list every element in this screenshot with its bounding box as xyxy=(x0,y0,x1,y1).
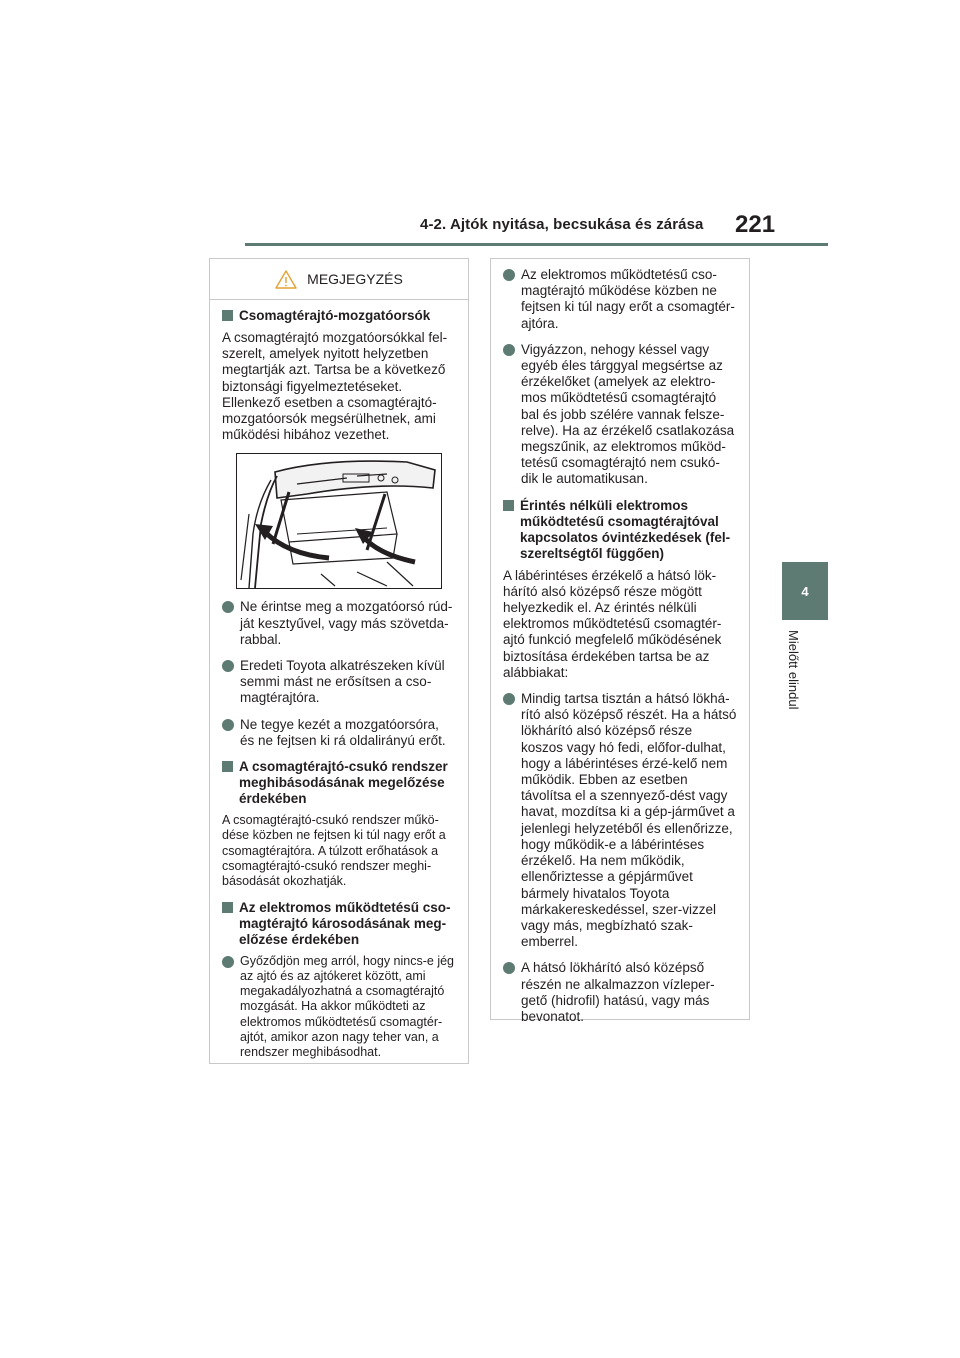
section-title: Az elektromos működtetésű cso-magtérajtó károsodásának meg-előzése érdekében xyxy=(239,899,451,947)
open-tailgate-with-struts-illustration xyxy=(236,453,442,589)
round-bullet-icon xyxy=(503,693,515,705)
section-heading xyxy=(222,308,456,324)
section-body: A lábérintéses érzékelő a hátsó lök-hárító alsó középső része mögött helyezkedik el. Az érintés nélküli elektromos működtetésű csomagtér-ajtó funkció megfelelő működésének biztosítása érdekében tartsa be az alábbiakat: xyxy=(503,567,722,680)
chapter-number: 4 xyxy=(801,583,809,599)
notice-box-left xyxy=(209,258,469,1064)
section-body: A csomagtérajtó mozgatóorsókkal fel-szerelt, amelyek nyitott helyzetben megtartják azt. Tartsa be a következő biztonsági figyelmeztetéseket. Ellenkező esetben a csomagtérajtó-mozgatóorsók megsérülhetnek, ami működési hibához vezethet. xyxy=(222,330,448,443)
round-bullet-icon xyxy=(222,660,234,672)
section-heading xyxy=(222,759,456,807)
list-item xyxy=(222,954,456,1061)
list-item xyxy=(222,717,456,749)
list-item-text: Ne érintse meg a mozgatóorsó rúd-ját kesztyűvel, vagy más szövetda-rabbal. xyxy=(240,599,453,647)
chapter-side-label: Mielőtt elindul xyxy=(786,630,801,710)
chapter-tab[interactable] xyxy=(782,562,828,620)
list-item xyxy=(222,658,456,707)
list-item-text: Eredeti Toyota alkatrészeken kívül semmi mást ne erősítsen a cso-magtérajtóra. xyxy=(240,658,445,706)
notice-header xyxy=(210,259,468,300)
round-bullet-icon xyxy=(222,719,234,731)
section-title: Érintés nélküli elektromos működtetésű csomagtérajtóval kapcsolatos óvintézkedések (fel-szereltségtől függően) xyxy=(520,497,731,561)
list-item xyxy=(503,960,737,1025)
header-rule xyxy=(245,243,828,246)
round-bullet-icon xyxy=(503,344,515,356)
list-item xyxy=(503,267,737,332)
section-heading xyxy=(503,498,737,562)
notice-title: MEGJEGYZÉS xyxy=(307,271,403,287)
list-item-text: Az elektromos működtetésű cso-magtérajtó működése közben ne fejtsen ki túl nagy erőt a csomagtér-ajtóra. xyxy=(521,267,735,331)
round-bullet-icon xyxy=(222,601,234,613)
page-number: 221 xyxy=(735,211,776,238)
list-item-text: Vigyázzon, nehogy késsel vagy egyéb éles tárggyal megsértse az érzékelőket (amelyek az elektro-mos működtetésű csomagtérajtó bal és jobb szélére vannak felsze-relve). Ha az érzékelő csatlakozása megszűnik, az elektromos működ-tetésű csomagtérajtó nem csukó-dik le automatikusan. xyxy=(521,341,735,487)
section-header-title: 4-2. Ajtók nyitása, becsukása és zárása xyxy=(420,216,704,233)
section-body: A csomagtérajtó-csukó rendszer műkö-dése közben ne fejtsen ki túl nagy erőt a csomagtérajtóra. A túlzott erőhatások a csomagtérajtó-csukó rendszer meghi-básodását okozhatják. xyxy=(222,813,446,889)
round-bullet-icon xyxy=(222,956,234,968)
square-bullet-icon xyxy=(222,310,233,321)
section-title: Csomagtérajtó-mozgatóorsók xyxy=(239,308,431,323)
list-item xyxy=(222,599,456,648)
round-bullet-icon xyxy=(503,269,515,281)
list-item xyxy=(503,691,737,950)
list-item-text: Ne tegye kezét a mozgatóorsóra, és ne fejtsen ki rá oldalirányú erőt. xyxy=(240,716,446,748)
square-bullet-icon xyxy=(503,500,514,511)
list-item-text: A hátsó lökhárító alsó középső részén ne alkalmazzon vízleper-gető (hidrofil) hatású, vagy más bevonatot. xyxy=(521,960,715,1024)
section-title: A csomagtérajtó-csukó rendszer meghibásodásának megelőzése érdekében xyxy=(239,759,448,807)
list-item-text: Győződjön meg arról, hogy nincs-e jég az ajtó és az ajtókeret között, ami megakadályozhatná a csomagtérajtó mozgását. Ha akkor működteti az elektromos működtetésű csomagtér-ajtót, amikor azon nagy teher van, a rendszer meghibásodhat. xyxy=(240,953,455,1060)
warning-triangle-icon xyxy=(275,270,297,289)
list-item-text: Mindig tartsa tisztán a hátsó lökhá-rító alsó középső részét. Ha a hátsó lökhárító alsó középső része koszos vagy hó fedi, előfor-dulhat, hogy a lábérintéses érzé-kelő nem működik. Ebben az esetben távolítsa el a szennyező-dést vagy havat, mozdítsa ki a gép-járművet a jelenlegi helyzetéből és ellenőrizze, hogy működik-e a lábérintéses érzékelő. Ha nem működik, ellenőriztesse a gépjárművet bármely hivatalos Toyota márkakereskedéssel, szer-vizzel vagy más, megbízható szak-emberrel. xyxy=(521,691,737,950)
list-item xyxy=(503,342,737,488)
square-bullet-icon xyxy=(222,761,233,772)
notice-box-right xyxy=(490,258,750,1024)
round-bullet-icon xyxy=(503,962,515,974)
square-bullet-icon xyxy=(222,902,233,913)
section-heading xyxy=(222,900,456,948)
